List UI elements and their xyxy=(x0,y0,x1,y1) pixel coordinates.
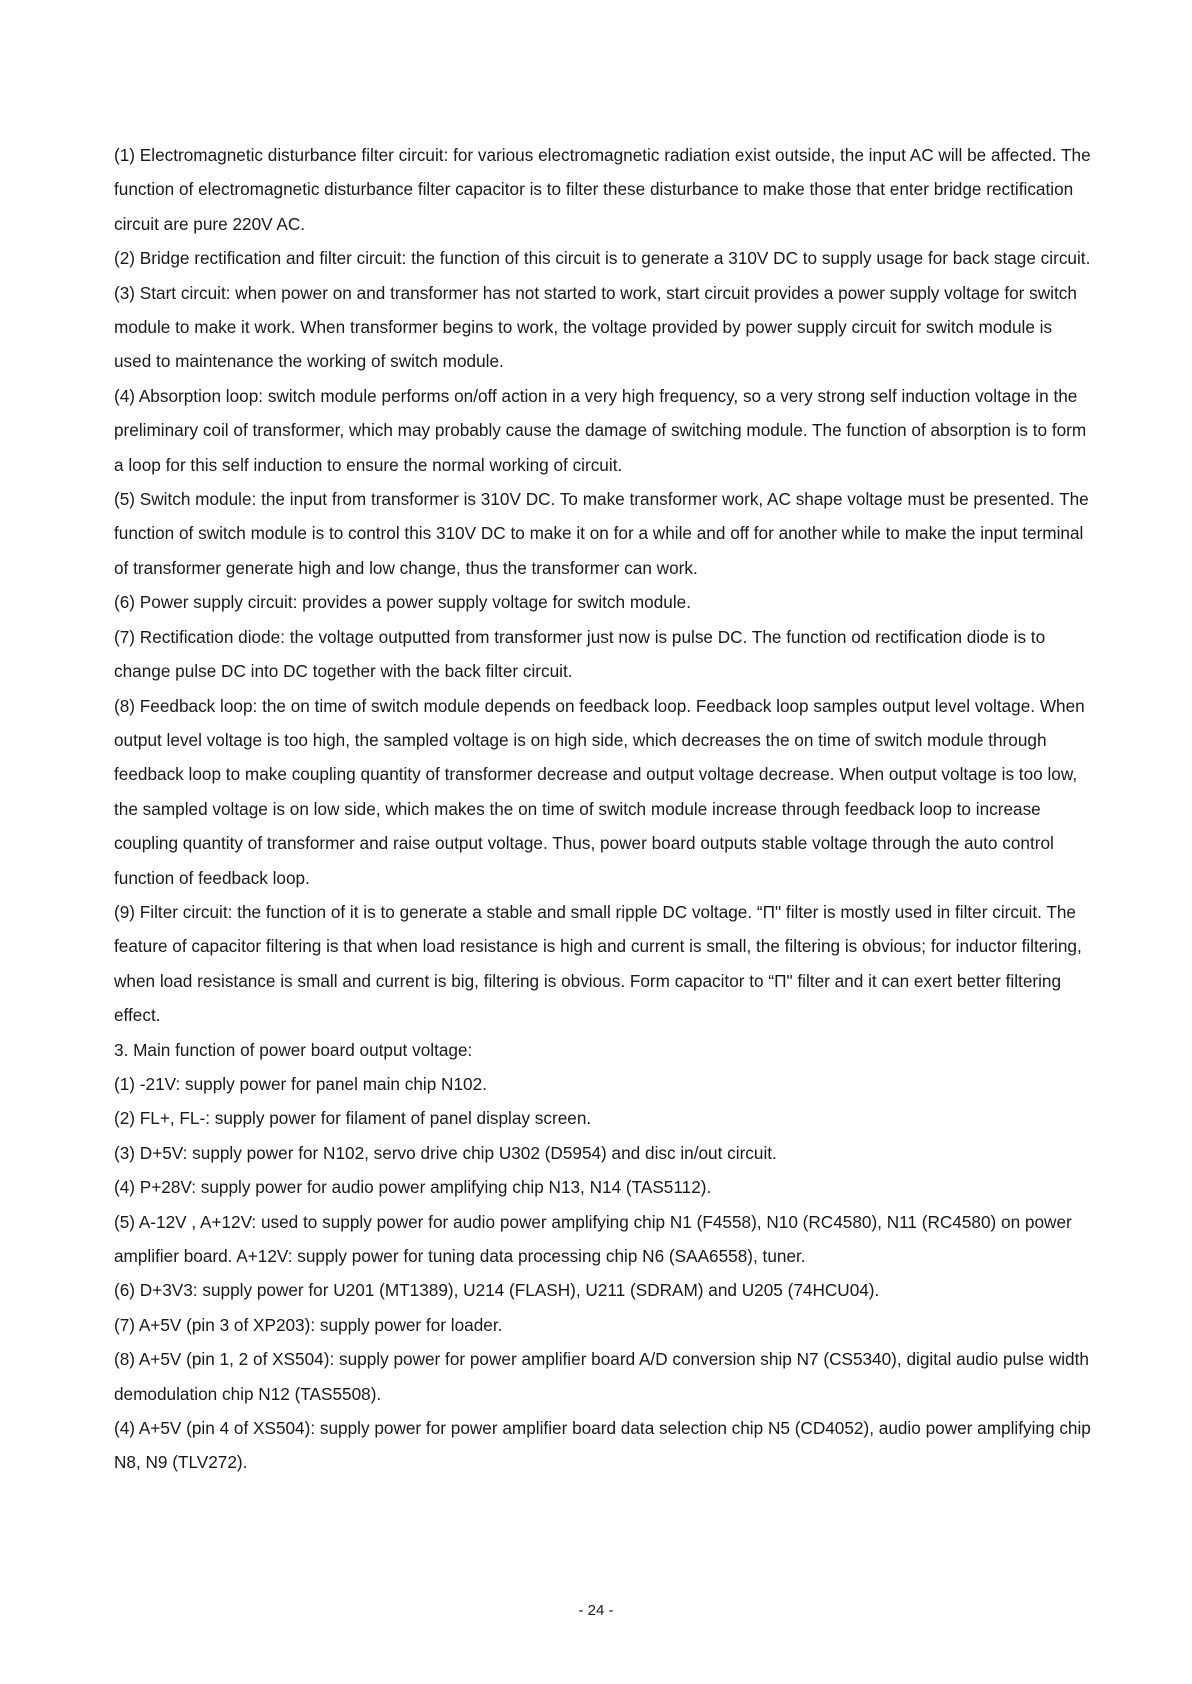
paragraph-switch-module: (5) Switch module: the input from transformer is 310V DC. To make transformer work, AC shape voltage must be presented. The function of switch module is to control this 310V DC to make it on for a while and off for another while to make the input terminal of transformer generate high and low change, thus the transformer can work. xyxy=(114,489,1089,578)
page-number: - 24 - xyxy=(578,1602,614,1619)
section-heading-output-voltage: 3. Main function of power board output voltage: xyxy=(114,1039,473,1060)
list-item-a5v-xs504-pin12: (8) A+5V (pin 1, 2 of XS504): supply power for power amplifier board A/D conversion ship N7 (CS5340), digital audio pulse width demodulation chip N12 (TAS5508). xyxy=(114,1349,1089,1404)
paragraph-start-circuit: (3) Start circuit: when power on and transformer has not started to work, start circuit provides a power supply voltage for switch module to make it work. When transformer begins to work, the voltage provided by power supply circuit for switch module is used to maintenance the working of switch module. xyxy=(114,282,1077,372)
list-item-a12v: (5) A-12V , A+12V: used to supply power for audio power amplifying chip N1 (F4558), N10 (RC4580), N11 (RC4580) on power amplifier board. A+12V: supply power for tuning data processing chip N6 (SAA6558), tuner. xyxy=(114,1211,1072,1266)
list-item-a5v-xp203: (7) A+5V (pin 3 of XP203): supply power for loader. xyxy=(114,1314,503,1335)
paragraph-power-supply-circuit: (6) Power supply circuit: provides a power supply voltage for switch module. xyxy=(114,592,691,613)
paragraph-bridge-rectification: (2) Bridge rectification and filter circuit: the function of this circuit is to generate a 310V DC to supply usage for back stage circuit. xyxy=(114,248,1091,269)
list-item-d3v3: (6) D+3V3: supply power for U201 (MT1389), U214 (FLASH), U211 (SDRAM) and U205 (74HCU04). xyxy=(114,1280,880,1301)
paragraph-rectification-diode: (7) Rectification diode: the voltage outputted from transformer just now is pulse DC. The function od rectification diode is to change pulse DC into DC together with the back filter circuit. xyxy=(114,626,1046,682)
paragraph-feedback-loop: (8) Feedback loop: the on time of switch module depends on feedback loop. Feedback loop samples output level voltage. When output level voltage is too high, the sampled voltage is on high side, which decreases the on time of switch module through feedback loop to make coupling quantity of transformer decrease and output voltage decrease. When output voltage is too low, the sampled voltage is on low side, which makes the on time of switch module increase through feedback loop to increase coupling quantity of transformer and raise output voltage. Thus, power board outputs stable voltage through the auto control function of feedback loop. xyxy=(114,695,1085,888)
list-item-p28v: (4) P+28V: supply power for audio power amplifying chip N13, N14 (TAS5112). xyxy=(114,1177,712,1198)
list-item-d5v: (3) D+5V: supply power for N102, servo drive chip U302 (D5954) and disc in/out circuit. xyxy=(114,1142,777,1163)
list-item-fl: (2) FL+, FL-: supply power for filament of panel display screen. xyxy=(114,1108,592,1129)
paragraph-absorption-loop: (4) Absorption loop: switch module performs on/off action in a very high frequency, so a very strong self induction voltage in the preliminary coil of transformer, which may probably cause the damage of switching module. The function of absorption is to form a loop for this self induction to ensure the normal working of circuit. xyxy=(114,385,1087,475)
list-item-minus21v: (1) -21V: supply power for panel main chip N102. xyxy=(114,1073,487,1094)
page-body xyxy=(114,138,1094,1480)
paragraph-emi-filter: (1) Electromagnetic disturbance filter circuit: for various electromagnetic radiation exist outside, the input AC will be affected. The function of electromagnetic disturbance filter capacitor is to filter these disturbance to make those that enter bridge rectification circuit are pure 220V AC. xyxy=(114,145,1091,234)
paragraph-filter-circuit: (9) Filter circuit: the function of it is to generate a stable and small ripple DC voltage. “Π" filter is mostly used in filter circuit. The feature of capacitor filtering is that when load resistance is high and current is small, the filtering is obvious; for inductor filtering, when load resistance is small and current is big, filtering is obvious. Form capacitor to “Π" filter and it can exert better filtering effect. xyxy=(114,901,1082,1026)
list-item-a5v-xs504-pin4: (4) A+5V (pin 4 of XS504): supply power for power amplifier board data selection chip N5 (CD4052), audio power amplifying chip N8, N9 (TLV272). xyxy=(114,1418,1091,1473)
